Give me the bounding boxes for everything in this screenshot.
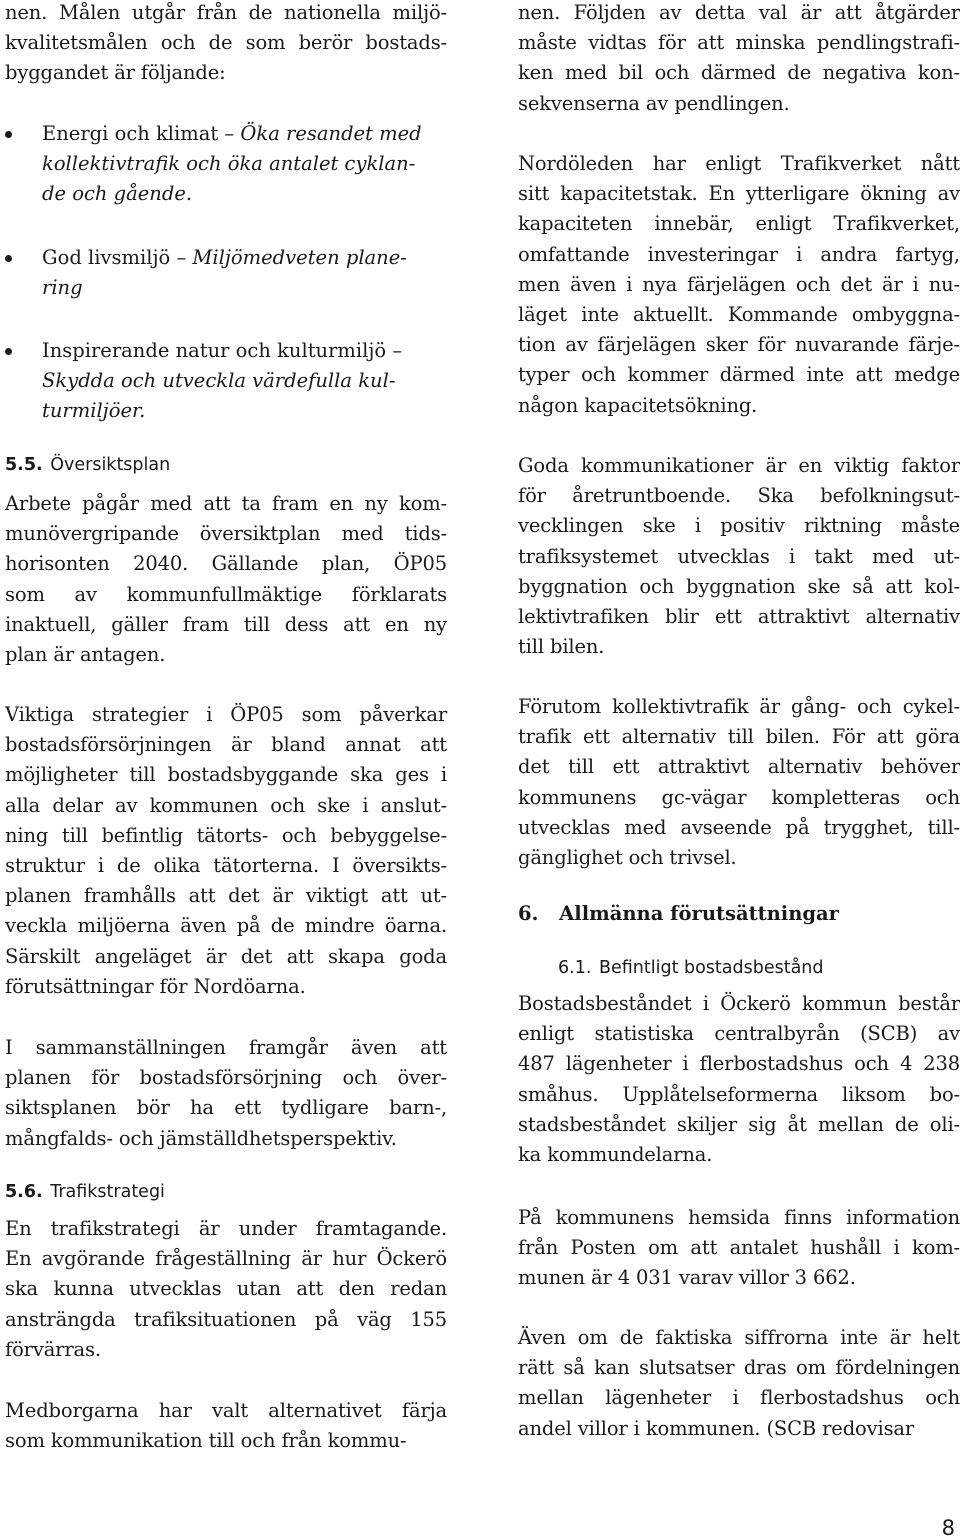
overview-plan-paragraph-2 [5,700,447,1002]
page-number: 8 [941,1516,955,1540]
text-line: ska kunna utvecklas utan att den redan [5,1277,447,1301]
text-line: byggnation och byggnation ske så att kol- [518,574,960,598]
text-line: andel villor i kommunen. (SCB redovisar [518,1416,915,1440]
text-line: munen är 4 031 varav villor 3 662. [518,1266,856,1290]
text-line: trafiksystemet utvecklas i takt med ut- [518,544,960,568]
text-line: En trafikstrategi är under framtagande. [5,1217,447,1240]
text-line: det till ett attraktivt alternativ behöver [518,755,960,779]
goal-category: God livsmiljö – [42,245,193,269]
goal-description: Öka resandet med [240,122,422,145]
text-line: vecklingen ske i positiv riktning måste [518,514,960,538]
text-line: byggandet är följande: [5,61,226,85]
goal-line [42,119,447,149]
text-line: bostadsförsörjningen är bland annat att [5,733,447,757]
goal-line [42,243,447,273]
text-line: ning till befintlig tätorts- och bebyggelse- [5,823,447,847]
text-line: alla delar av kommunen och ske i anslut- [5,793,447,817]
housing-stock-paragraph-1 [518,989,960,1170]
text-line: förvärras. [5,1337,101,1361]
traffic-strategy-paragraph-1 [5,1214,447,1365]
walking-cycling-paragraph [518,692,960,873]
section-number: 5.6. [5,1182,43,1202]
text-line: nen. Målen utgår från de nationella miljö- [5,1,447,24]
section-number: 5.5. [5,455,43,475]
text-line: Bostadsbeståndet i Öckerö kommun består [518,992,960,1015]
goal-item [5,336,447,427]
intro-paragraph [5,0,447,89]
text-line: någon kapacitetsökning. [518,393,758,417]
traffic-strategy-paragraph-2 [5,1396,447,1456]
text-line: trafik ett alternativ till bilen. För att göra [518,725,960,749]
text-line: ken med bil och därmed de negativa kon- [518,61,960,85]
text-line: plan är antagen. [5,643,166,667]
overview-plan-paragraph-1 [5,489,447,670]
text-line: mångfalds- och jämställdhetsperspektiv. [5,1126,397,1150]
text-line: Arbete pågår med att ta fram en ny kom- [5,492,447,515]
goal-description: Miljömedveten plane- [192,245,407,269]
text-line: planen framhålls att det är viktigt att ut- [5,884,447,908]
text-line: från Posten om att antalet hushåll i kom- [518,1236,960,1260]
section-heading-6 [518,901,839,927]
goal-item [5,119,447,210]
text-line: På kommunens hemsida finns information [518,1206,960,1229]
text-line: tion av färjelägen sker för nuvarande färje- [518,333,960,357]
text-line: rätt så kan slutsatser dras om fördelningen [518,1356,960,1380]
text-line: Särskilt angeläget är det att skapa goda [5,944,447,968]
environmental-goals-list [5,119,447,427]
text-line: struktur i de olika tätorterna. I översikts- [5,854,447,878]
text-line: till bilen. [518,635,605,659]
goal-line [42,149,447,179]
text-line: omfattande investeringar i andra fartyg, [518,242,960,266]
text-line: förutsättningar för Nordöarna. [5,974,306,998]
text-line: I sammanställningen framgår även att [5,1036,447,1059]
text-line: småhus. Upplåtelseformerna liksom bo- [518,1082,960,1106]
goal-description: de och gående. [42,182,193,206]
text-line: enligt statistiska centralbyrån (SCB) av [518,1022,960,1046]
text-line: horisonten 2040. Gällande plan, ÖP05 [5,552,447,576]
text-line: sekvenserna av pendlingen. [518,91,790,115]
ferry-paragraph [518,0,960,119]
goal-description: kollektivtrafik och öka antalet cyklan- [42,152,416,176]
section-heading-5-5 [5,453,170,477]
text-line: kommunens gc-vägar kompletteras och [518,785,960,809]
text-line: typer och kommer därmed inte att medge [518,363,960,387]
text-line: mellan lägenheter i flerbostadshus och [518,1386,960,1410]
text-line: veckla miljöerna även på de mindre öarna. [5,914,447,938]
text-line: inaktuell, gäller fram till dess att en ny [5,612,447,636]
text-line: lektivtrafiken blir ett attraktivt alternativ [518,605,960,629]
text-line: som kommunikation till och från kommu- [5,1429,407,1453]
text-line: Medborgarna har valt alternativet färja [5,1399,447,1422]
section-number: 6. [518,902,539,925]
section-title: Översiktsplan [50,455,171,475]
text-line: för åretruntboende. Ska befolkningsut- [518,484,960,508]
text-line: som av kommunfullmäktige förklarats [5,582,447,606]
section-title: Trafikstrategi [50,1182,165,1202]
goal-description: Skydda och utveckla värdefulla kul- [42,369,396,393]
text-line: 487 lägenheter i flerbostadshus och 4 238 [518,1052,960,1076]
goal-line [42,179,447,209]
text-line: En avgörande frågeställning är hur Öckerö [5,1247,447,1271]
text-line: måste vidtas för att minska pendlingstrafi- [518,31,960,55]
goal-category: Inspirerande natur och kulturmiljö – [42,339,403,363]
section-heading-5-6 [5,1180,165,1204]
goal-description: turmiljöer. [42,399,146,423]
text-line: planen för bostadsförsörjning och över- [5,1066,447,1090]
text-line: kvalitetsmålen och de som berör bostads- [5,31,447,55]
text-line: kapaciteten innebär, enligt Trafikverket, [518,212,960,236]
text-line: sitt kapacitetstak. En ytterligare ökning av [518,182,960,206]
text-line: utvecklas med avseende på trygghet, till- [518,815,960,839]
text-line: Förutom kollektivtrafik är gång- och cykel- [518,695,960,718]
goal-category: Energi och klimat – [42,122,241,145]
section-number: 6.1. [558,958,592,978]
text-line: Även om de faktiska siffrorna inte är helt [518,1326,960,1349]
text-line: möjligheter till bostadsbyggande ska ges i [5,763,447,787]
goal-line [42,396,447,426]
text-line: men även i nya färjelägen och det är i nu- [518,272,960,296]
housing-stock-paragraph-2 [518,1203,960,1294]
goal-line [42,273,447,303]
section-title: Allmänna förutsättningar [559,902,839,925]
overview-plan-paragraph-3 [5,1033,447,1154]
text-line: Viktiga strategier i ÖP05 som påverkar [5,703,447,726]
goal-line [42,336,447,366]
text-line: ansträngda trafiksituationen på väg 155 [5,1307,447,1331]
text-line: läget inte aktuellt. Kommande ombyggna- [518,303,960,327]
text-line: gänglighet och trivsel. [518,846,737,870]
goal-description: ring [42,275,83,299]
goal-line [42,366,447,396]
housing-stock-paragraph-3 [518,1323,960,1444]
text-line: Nordöleden har enligt Trafikverket nått [518,152,960,175]
goal-item [5,243,447,303]
text-line: Goda kommunikationer är en viktig faktor [518,454,960,477]
section-title: Befintligt bostadsbestånd [598,958,824,978]
communications-paragraph [518,451,960,662]
bullet-icon [5,255,12,262]
text-line: ka kommundelarna. [518,1143,713,1167]
text-line: munövergripande översiktplan med tids- [5,522,447,546]
capacity-paragraph [518,149,960,421]
text-line: nen. Följden av detta val är att åtgärder [518,1,960,24]
bullet-icon [5,131,12,138]
section-heading-6-1 [558,956,824,980]
text-line: stadsbeståndet skiljer sig åt mellan de oli- [518,1112,960,1136]
bullet-icon [5,348,12,355]
text-line: siktsplanen bör ha ett tydligare barn-, [5,1096,447,1120]
